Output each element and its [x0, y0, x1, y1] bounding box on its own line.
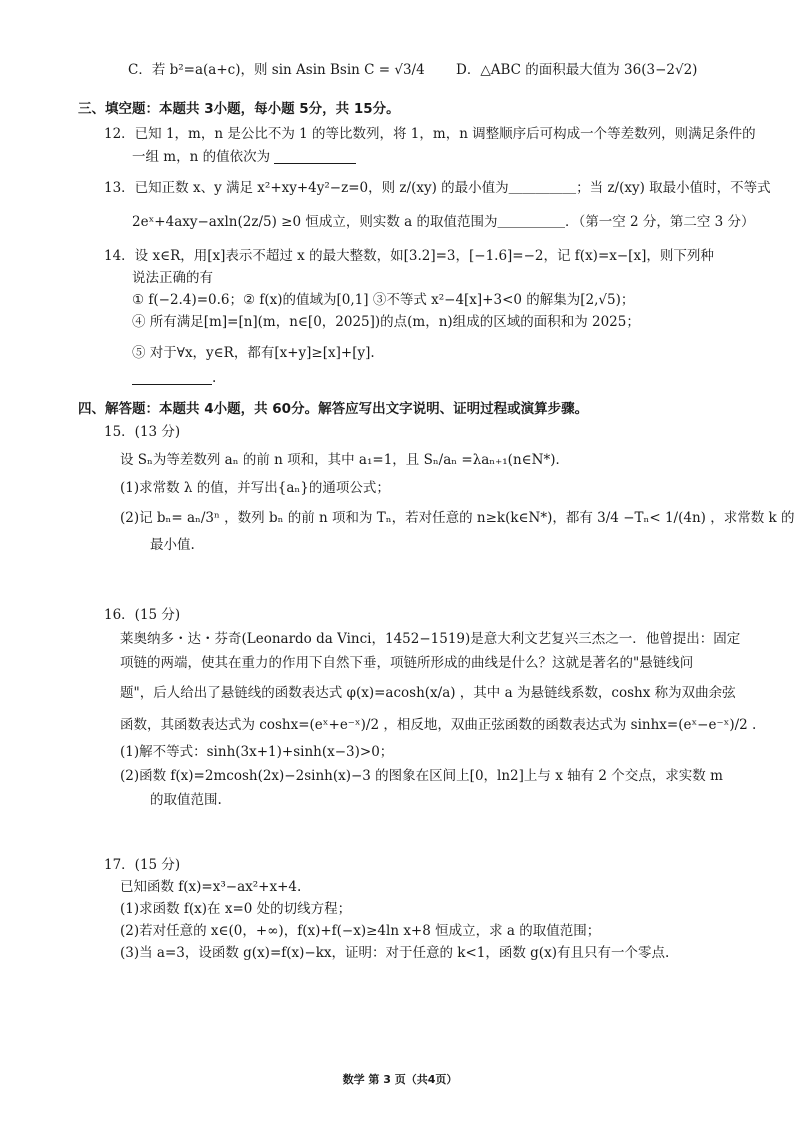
- q12-line1: 12．已知 1，m，n 是公比不为 1 的等比数列，将 1，m，n 调整顺序后可构成一个等差数列，则满足条件的: [104, 126, 756, 142]
- q14-line1: 14．设 x∈R，用[x]表示不超过 x 的最大整数，如[3.2]=3，[−1.6]=−2，记 f(x)=x−[x]，则下列种: [104, 248, 714, 264]
- q16-line4: 函数，其函数表达式为 coshx=(eˣ+e⁻ˣ)/2 ，相反地，双曲正弦函数的函数表达式为 sinhx=(eˣ−e⁻ˣ)/2 .: [120, 717, 757, 733]
- q16-line1: 莱奥纳多・达・芬奇(Leonardo da Vinci，1452−1519)是意大利文艺复兴三杰之一．他曾提出：固定: [120, 631, 741, 647]
- q12-line2: [132, 145, 356, 165]
- q15-intro: 设 Sₙ为等差数列 aₙ 的前 n 项和，其中 a₁=1，且 Sₙ/aₙ =λaₙ₊₁(n∈N*)．: [120, 452, 569, 468]
- section3-heading: 三、填空题：本题共 3小题，每小题 5分，共 15分。: [78, 101, 400, 117]
- q14-option-4: ④ 所有满足[m]=[n](m，n∈[0，2025])的点(m，n)组成的区域的面积和为 2025；: [132, 314, 640, 330]
- q11-option-d: D．△ABC 的面积最大值为 36(3−2√2): [456, 62, 698, 78]
- q17-part2: (2)若对任意的 x∈(0，+∞)，f(x)+f(−x)≥4ln x+8 恒成立，求 a 的取值范围；: [120, 923, 601, 939]
- q14-options-1-3: ① f(−2.4)=0.6；② f(x)的值域为[0,1] ③不等式 x²−4[x]+3<0 的解集为[2,√5)；: [132, 292, 635, 308]
- q17-part3: (3)当 a=3，设函数 g(x)=f(x)−kx，证明：对于任意的 k<1，函数 g(x)有且只有一个零点.: [120, 945, 670, 961]
- q17-intro: 已知函数 f(x)=x³−ax²+x+4.: [120, 879, 302, 895]
- q16-title: 16．(15 分): [104, 607, 181, 623]
- page-footer: 数学 第 3 页（共4页）: [342, 1073, 458, 1086]
- q17-part1: (1)求函数 f(x)在 x=0 处的切线方程；: [120, 901, 352, 917]
- q14-answer-blank[interactable]: [132, 370, 212, 385]
- q16-part2: (2)函数 f(x)=2mcosh(2x)−2sinh(x)−3 的图象在区间上[0，ln2]上与 x 轴有 2 个交点，求实数 m: [120, 768, 723, 784]
- q15-part1: (1)求常数 λ 的值，并写出{aₙ}的通项公式；: [120, 480, 390, 496]
- q12-answer-blank[interactable]: [274, 149, 356, 164]
- q13-line1: 13．已知正数 x、y 满足 x²+xy+4y²−z=0，则 z/(xy) 的最小值为＿＿＿＿＿；当 z/(xy) 取最小值时，不等式: [104, 180, 771, 196]
- q11-option-c: C．若 b²=a(a+c)，则 sin Asin Bsin C = √3/4: [128, 62, 425, 78]
- q14-line2: 说法正确的有: [132, 270, 213, 286]
- q16-line2: 项链的两端，使其在重力的作用下自然下垂，项链所形成的曲线是什么？这就是著名的"悬链线问: [120, 655, 694, 671]
- q16-part2-cont: 的取值范围.: [150, 792, 222, 808]
- q16-line3: 题"，后人给出了悬链线的函数表达式 φ(x)=acosh(x/a) ，其中 a 为悬链线系数，coshx 称为双曲余弦: [120, 685, 736, 701]
- q15-title: 15．(13 分): [104, 424, 181, 440]
- q16-part1: (1)解不等式：sinh(3x+1)+sinh(x−3)>0；: [120, 744, 394, 760]
- q12-line2-text: 一组 m，n 的值依次为: [132, 149, 271, 165]
- section4-heading: 四、解答题：本题共 4小题，共 60分。解答应写出文字说明、证明过程或演算步骤。: [78, 401, 589, 417]
- q15-part2: (2)记 bₙ= aₙ/3ⁿ ，数列 bₙ 的前 n 项和为 Tₙ，若对任意的 n≥k(k∈N*)，都有 3/4 −Tₙ< 1/(4n) ，求常数 k 的: [120, 510, 795, 526]
- q15-part2-cont: 最小值.: [150, 537, 195, 553]
- q14-answer-line: .: [132, 370, 216, 386]
- q17-title: 17．(15 分): [104, 857, 181, 873]
- q14-option-5: ⑤ 对于∀x，y∈R，都有[x+y]≥[x]+[y].: [132, 345, 375, 361]
- q13-line2: 2eˣ+4axy−axln(2z/5) ≥0 恒成立，则实数 a 的取值范围为＿＿＿＿＿．（第一空 2 分，第二空 3 分）: [132, 214, 755, 230]
